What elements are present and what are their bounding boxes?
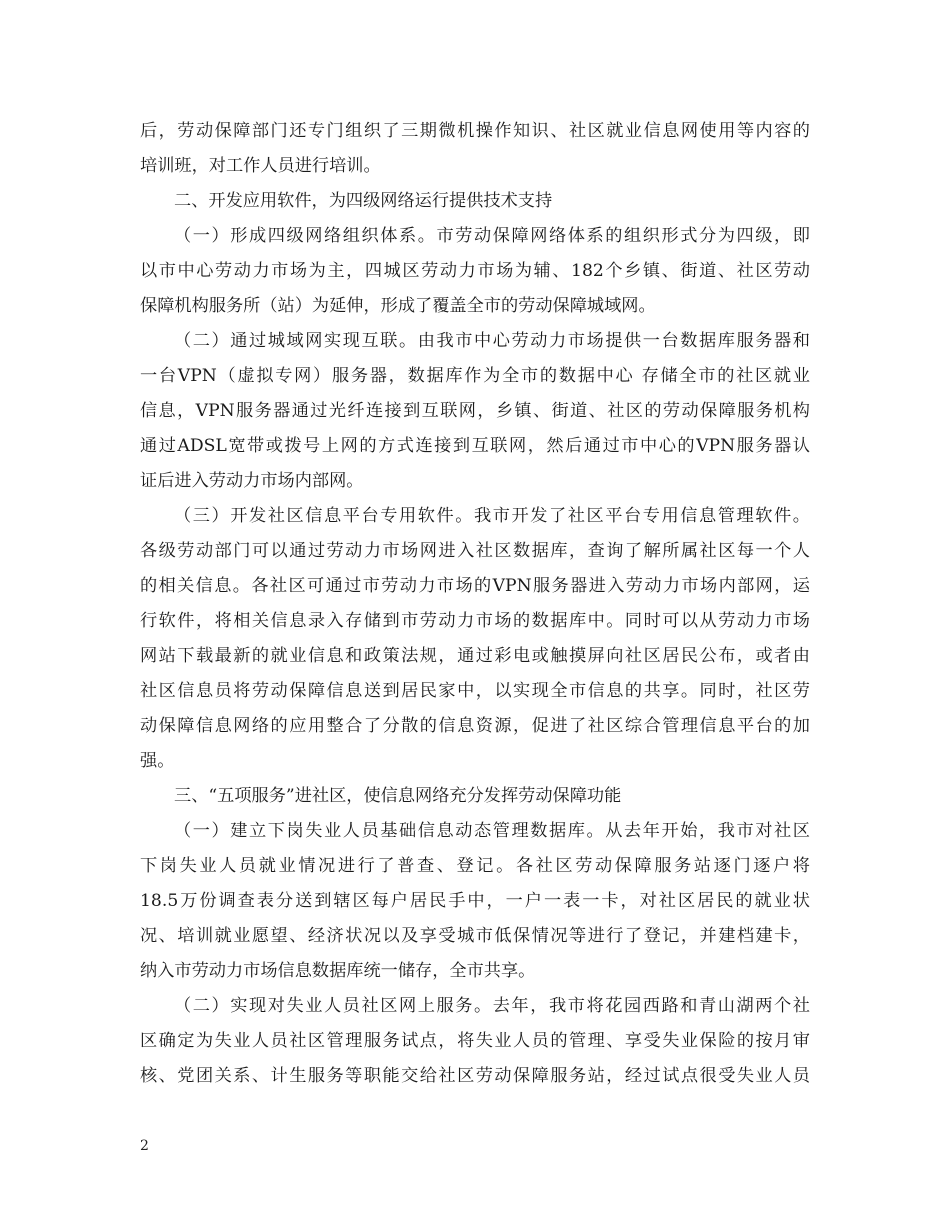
text-line: 后，劳动保障部门还专门组织了三期微机操作知识、社区就业信息网使用等内容的 [140,121,810,141]
text-line: （一）建立下岗失业人员基础信息动态管理数据库。从去年开始，我市对社区 [174,821,810,841]
text-line: 核、党团关系、计生服务等职能交给社区劳动保障服务站，经过试点很受失业人员 [140,1066,810,1086]
text-line: 通过ADSL宽带或拨号上网的方式连接到互联网，然后通过市中心的VPN服务器认 [140,436,810,456]
text-line: 动保障信息网络的应用整合了分散的信息资源，促进了社区综合管理信息平台的加 [140,716,810,736]
text-line: 区确定为失业人员社区管理服务试点，将失业人员的管理、享受失业保险的按月审 [140,1031,810,1051]
text-line: 一台VPN（虚拟专网）服务器，数据库作为全市的数据中心 存储全市的社区就业 [140,366,810,386]
text-line: （二）通过城域网实现互联。由我市中心劳动力市场提供一台数据库服务器和 [174,331,810,351]
text-line: 纳入市劳动力市场信息数据库统一储存，全市共享。 [140,961,536,981]
text-line: 行软件，将相关信息录入存储到市劳动力市场的数据库中。同时可以从劳动力市场 [140,611,810,631]
text-line: 网站下载最新的就业信息和政策法规，通过彩电或触摸屏向社区居民公布，或者由 [140,646,810,666]
text-line: 强。 [140,751,175,771]
text-line: 证后进入劳动力市场内部网。 [140,471,364,491]
text-line: 的相关信息。各社区可通过市劳动力市场的VPN服务器进入劳动力市场内部网，运 [140,576,810,596]
text-line: 18.5万份调查表分送到辖区每户居民手中，一户一表一卡，对社区居民的就业状 [140,891,810,911]
section-heading: 二、开发应用软件，为四级网络运行提供技术支持 [174,191,553,211]
text-line: 以市中心劳动力市场为主，四城区劳动力市场为辅、182个乡镇、街道、社区劳动 [140,261,810,281]
text-line: 况、培训就业愿望、经济状况以及享受城市低保情况等进行了登记，并建档建卡， [140,926,810,946]
text-line: 下岗失业人员就业情况进行了普查、登记。各社区劳动保障服务站逐门逐户将 [140,856,810,876]
text-line: 各级劳动部门可以通过劳动力市场网进入社区数据库，查询了解所属社区每一个人 [140,541,810,561]
text-line: （三）开发社区信息平台专用软件。我市开发了社区平台专用信息管理软件。 [174,506,810,526]
text-line: 社区信息员将劳动保障信息送到居民家中，以实现全市信息的共享。同时，社区劳 [140,681,810,701]
section-heading: 三、“五项服务”进社区，使信息网络充分发挥劳动保障功能 [174,786,622,806]
text-line: （一）形成四级网络组织体系。市劳动保障网络体系的组织形式分为四级，即 [174,226,810,246]
page-number: 2 [140,1138,149,1154]
text-line: 信息，VPN服务器通过光纤连接到互联网，乡镇、街道、社区的劳动保障服务机构 [140,401,810,421]
text-line: 保障机构服务所（站）为延伸，形成了覆盖全市的劳动保障城域网。 [140,296,656,316]
body-text [140,114,810,1094]
text-line: 培训班，对工作人员进行培训。 [140,156,381,176]
text-line: （二）实现对失业人员社区网上服务。去年，我市将花园西路和青山湖两个社 [174,996,810,1016]
